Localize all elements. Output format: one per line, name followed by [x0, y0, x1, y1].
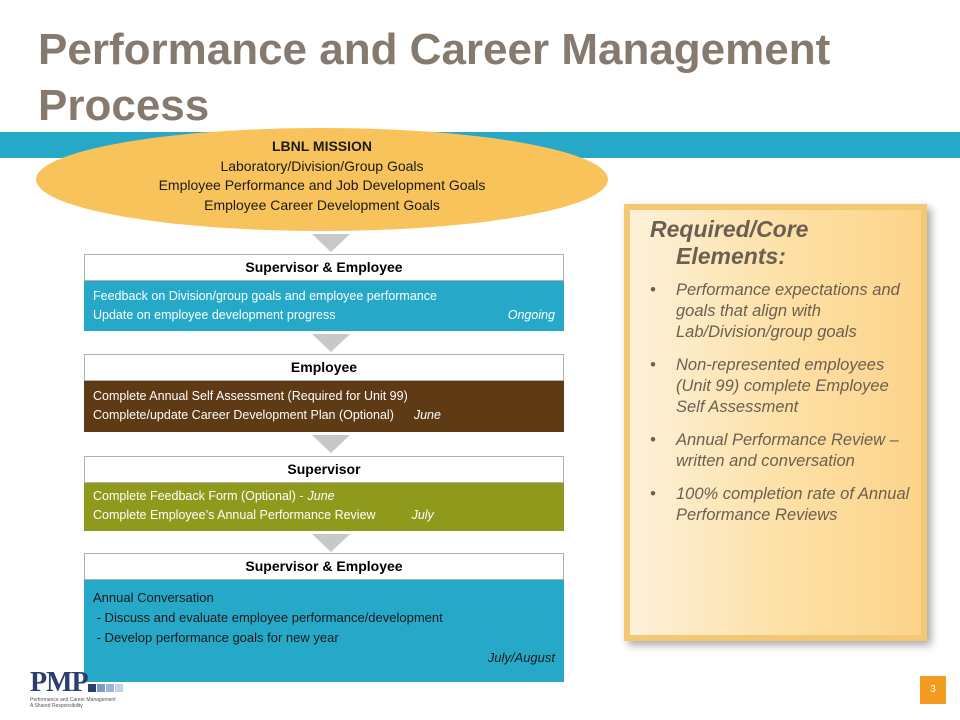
logo-square-icon — [88, 684, 96, 692]
stage-header-supervisor-employee-annual: Supervisor & Employee — [84, 553, 564, 580]
stage-text: Complete Annual Self Assessment (Required for Unit 99) — [93, 389, 408, 403]
logo-square-icon — [115, 684, 123, 692]
bullet-icon: • — [650, 485, 656, 503]
logo-text: PMP — [30, 667, 88, 698]
flow-arrow-icon — [312, 234, 350, 252]
core-element-item: • Annual Performance Review – written and conversation — [650, 431, 899, 470]
slide-title: Performance and Career Management Process — [38, 25, 831, 130]
bullet-icon: • — [650, 431, 656, 449]
core-element-item: • Performance expectations and goals that align with Lab/Division/group goals — [650, 281, 900, 341]
stage-timing: June — [413, 408, 441, 422]
logo-square-icon — [106, 684, 114, 692]
core-elements-heading: Required/Core Elements: — [650, 216, 809, 269]
flow-arrow-icon — [312, 334, 350, 352]
stage-text: Complete Feedback Form (Optional) - — [93, 489, 304, 503]
flow-arrow-icon — [312, 534, 350, 552]
mission-line: Employee Career Development Goals — [204, 196, 440, 213]
stage-text: - Develop performance goals for new year — [93, 630, 339, 645]
stage-body-self-assessment — [84, 381, 564, 432]
core-elements-panel — [624, 204, 927, 641]
stage-text: Annual Conversation — [93, 590, 214, 605]
stage-body-feedback — [84, 281, 564, 331]
core-element-item: • 100% completion rate of Annual Performance Reviews — [650, 485, 910, 524]
stage-text: Complete Employee’s Annual Performance Review — [93, 508, 376, 522]
stage-text: - Discuss and evaluate employee performance/development — [93, 610, 443, 625]
logo-subtitle: Performance and Career Management A Shared Responsibility — [30, 697, 116, 709]
stage-header-supervisor-employee: Supervisor & Employee — [84, 254, 564, 281]
core-element-item: • Non-represented employees (Unit 99) complete Employee Self Assessment — [650, 356, 889, 416]
mission-line: Laboratory/Division/Group Goals — [220, 157, 424, 174]
core-elements-list — [650, 280, 911, 526]
stage-timing: July — [411, 508, 434, 522]
mission-line: Employee Performance and Job Development Goals — [158, 177, 486, 193]
stage-text: Feedback on Division/group goals and employee performance — [93, 289, 437, 303]
stage-text: Complete/update Career Development Plan (Optional) — [93, 408, 394, 422]
stage-text: Update on employee development progress — [93, 308, 336, 322]
bullet-icon: • — [650, 356, 656, 374]
mission-heading: LBNL MISSION — [271, 138, 373, 154]
mission-ellipse — [36, 128, 608, 231]
stage-header-supervisor: Supervisor — [84, 456, 564, 483]
stage-timing: Ongoing — [507, 308, 555, 322]
stage-body-review — [84, 483, 564, 531]
stage-timing: July/August — [487, 650, 555, 665]
logo-square-icon — [97, 684, 105, 692]
page-number: 3 — [920, 676, 946, 704]
flow-arrow-icon — [312, 435, 350, 453]
stage-timing: June — [307, 489, 335, 503]
stage-header-employee: Employee — [84, 354, 564, 381]
bullet-icon: • — [650, 281, 656, 299]
stage-body-annual-conversation — [84, 580, 564, 682]
